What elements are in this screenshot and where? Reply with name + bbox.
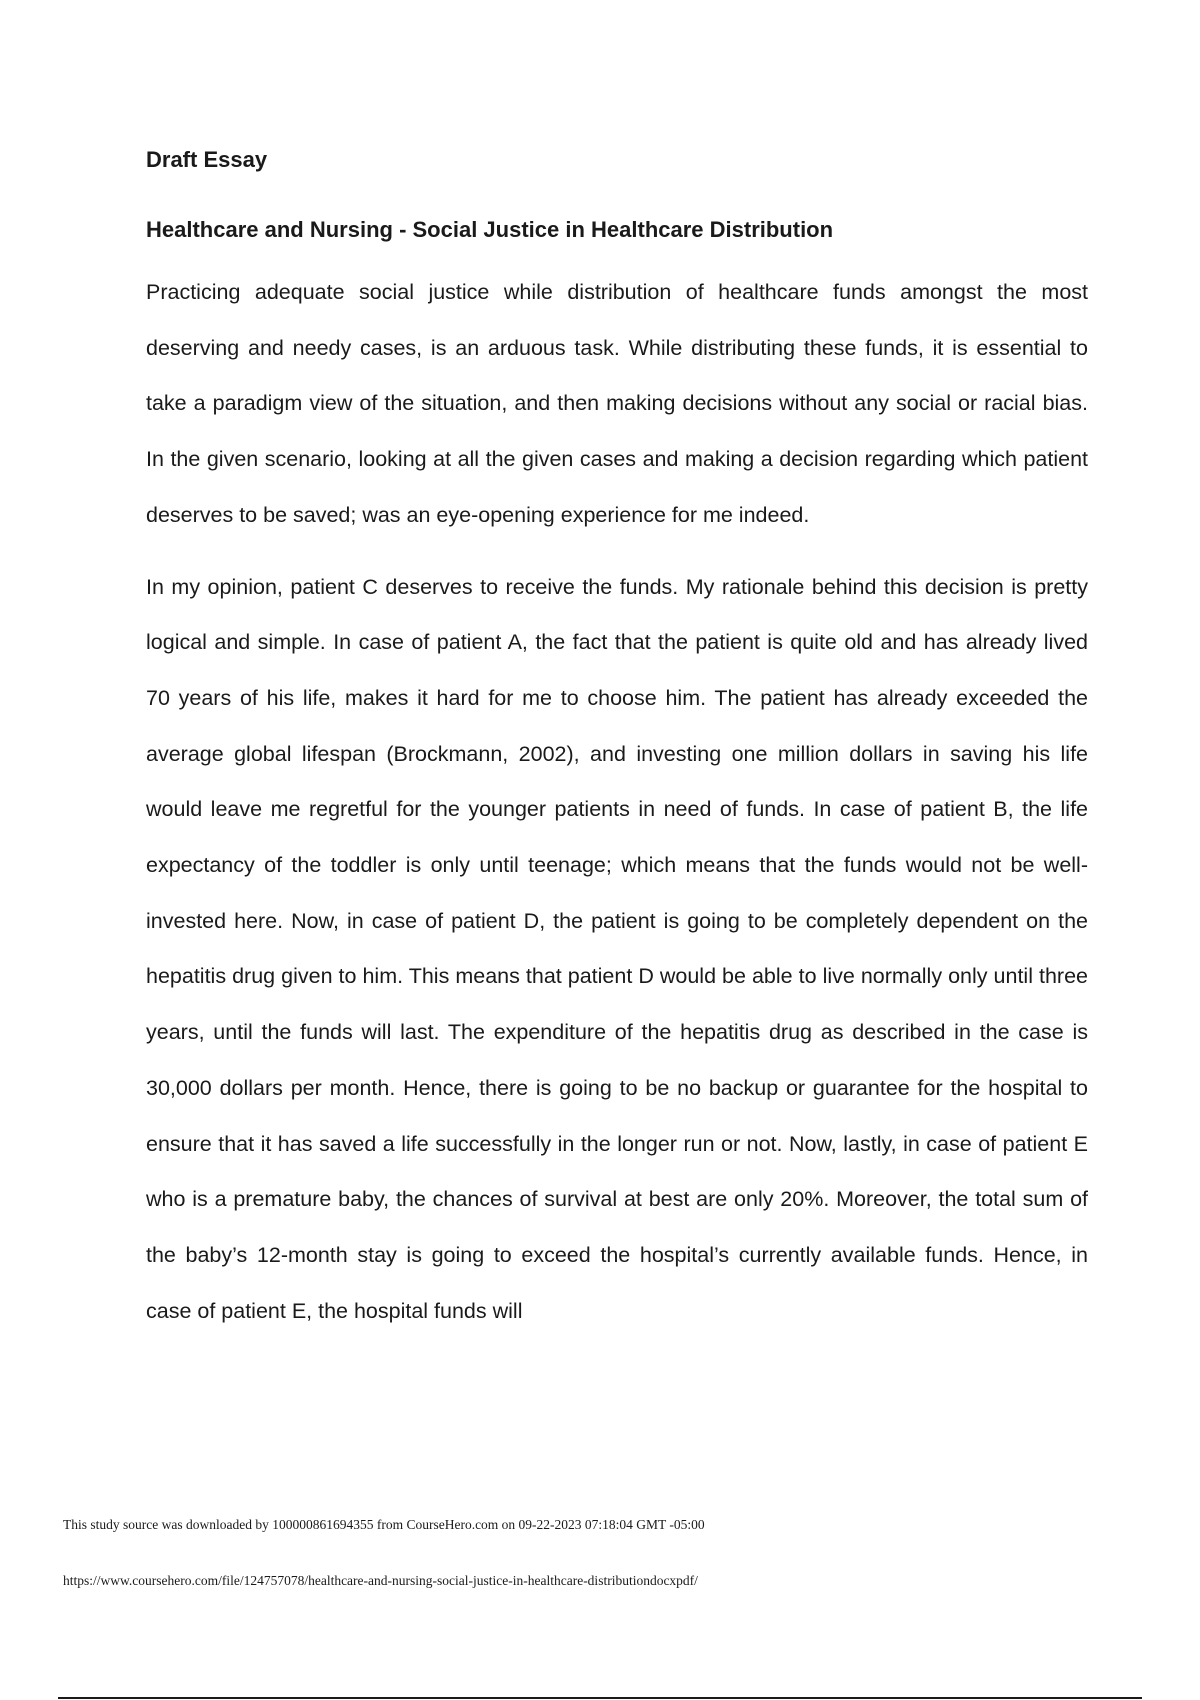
page-bottom-rule <box>58 1697 1142 1699</box>
document-label: Draft Essay <box>146 147 268 172</box>
paragraph-opinion: In my opinion, patient C deserves to receive the funds. My rationale behind this decision is pretty logical and simple. In case of patient A, the fact that the patient is quite old and has already lived 70 years of his life, makes it hard for me to choose him. The patient has already exceeded the average global lifespan (Brockmann, 2002), and investing one million dollars in saving his life would leave me regretful for the younger patients in need of funds. In case of patient B, the life expectancy of the toddler is only until teenage; which means that the funds would not be well-invested here. Now, in case of patient D, the patient is going to be completely dependent on the hepatitis drug given to him. This means that patient D would be able to live normally only until three years, until the funds will last. The expenditure of the hepatitis drug as described in the case is 30,000 dollars per month. Hence, there is going to be no backup or guarantee for the hospital to ensure that it has saved a life successfully in the longer run or not. Now, lastly, in case of patient E who is a premature baby, the chances of survival at best are only 20%. Moreover, the total sum of the baby’s 12-month stay is going to exceed the hospital’s currently available funds. Hence, in case of patient E, the hospital funds will <box>146 574 1088 1323</box>
download-source-note: This study source was downloaded by 100000861694355 from CourseHero.com on 09-22-2023 07:18:04 GMT -05:00 <box>63 1517 705 1532</box>
paragraph-intro: Practicing adequate social justice while distribution of healthcare funds amongst the most deserving and needy cases, is an arduous task. While distributing these funds, it is essential to take a paradigm view of the situation, and then making decisions without any social or racial bias. In the given scenario, looking at all the given cases and making a decision regarding which patient deserves to be saved; was an eye-opening experience for me indeed. <box>146 280 1088 527</box>
source-url[interactable]: https://www.coursehero.com/file/124757078/healthcare-and-nursing-social-justice-in-healthcare-distributiondocxpdf/ <box>63 1573 698 1588</box>
document-body <box>146 142 1088 1339</box>
document-title: Healthcare and Nursing - Social Justice in Healthcare Distribution <box>146 217 834 242</box>
